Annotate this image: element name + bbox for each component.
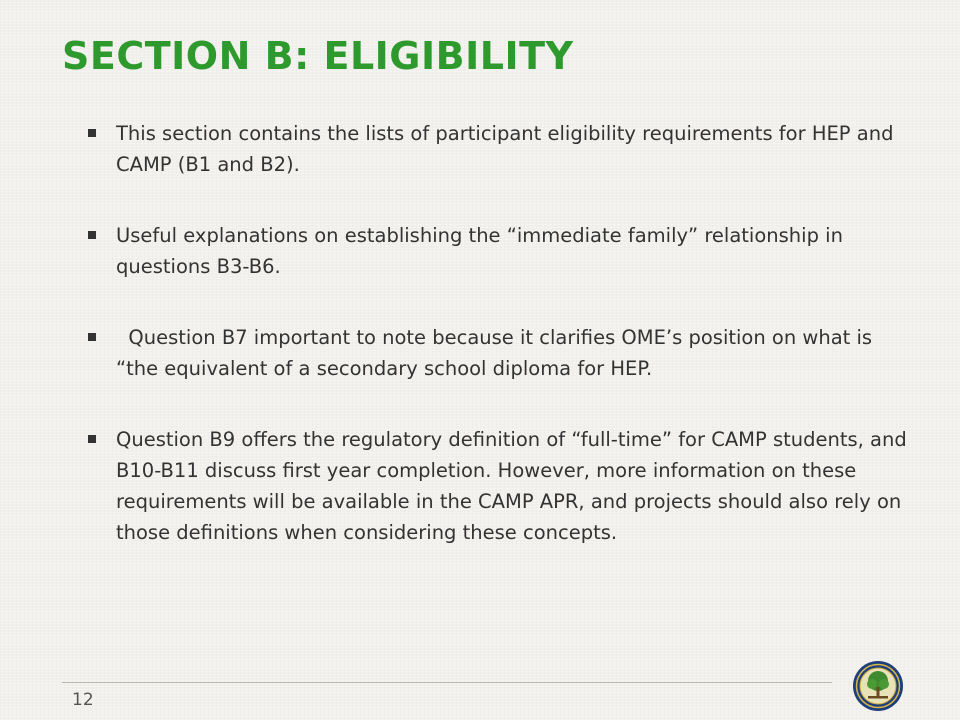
bullet-item [88,322,908,384]
square-bullet-icon [88,231,96,239]
bullet-item [88,220,908,282]
slide-title: SECTION B: ELIGIBILITY [62,34,574,78]
bullet-item [88,118,908,180]
square-bullet-icon [88,333,96,341]
square-bullet-icon [88,129,96,137]
bullet-item [88,424,908,548]
square-bullet-icon [88,435,96,443]
bullet-text: Question B9 offers the regulatory definition of “full-time” for CAMP students, and B10-B11 discuss first year completion. However, more information on these requirements will be available in the CAMP APR, and projects should also rely on those definitions when considering these concepts. [116,428,907,544]
bullet-text: Useful explanations on establishing the “immediate family” relationship in questions B3-B6. [116,224,843,278]
footer-divider [62,682,832,683]
page-number: 12 [72,690,94,710]
bullet-list [88,118,908,548]
bullet-text: This section contains the lists of participant eligibility requirements for HEP and CAMP (B1 and B2). [116,122,894,176]
department-of-education-seal-icon [852,660,904,712]
bullet-text: Question B7 important to note because it clarifies OME’s position on what is “the equivalent of a secondary school diploma for HEP. [116,326,879,380]
